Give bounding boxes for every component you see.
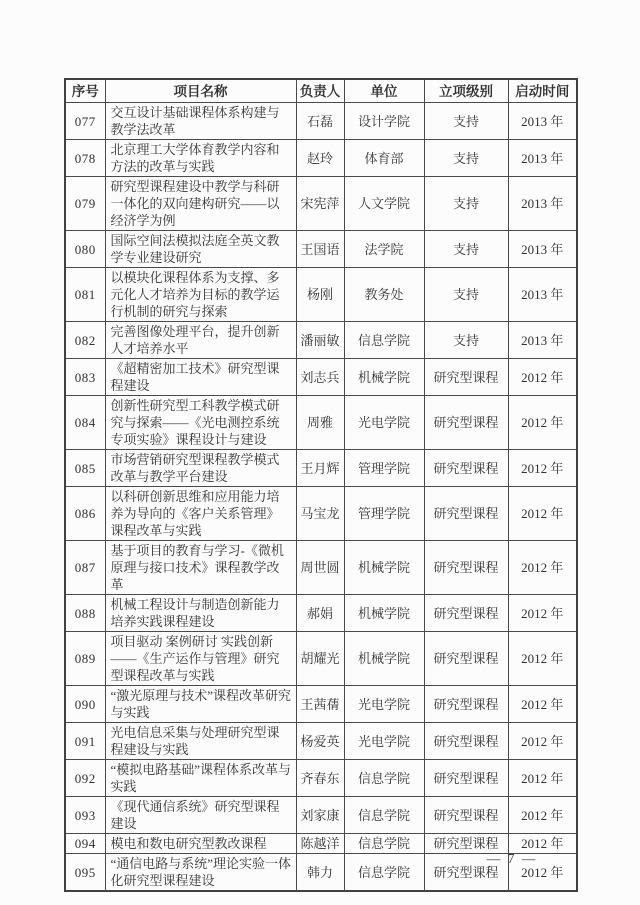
table-row [65, 177, 577, 231]
cell-level: 支持 [424, 268, 508, 322]
cell-level: 研究型课程 [424, 595, 508, 632]
cell-no: 087 [65, 541, 105, 595]
cell-no: 093 [65, 797, 105, 834]
table-row [65, 797, 577, 834]
cell-leader: 周雅 [296, 396, 344, 450]
cell-unit: 设计学院 [344, 103, 424, 140]
cell-level: 支持 [424, 231, 508, 268]
cell-start: 2012 年 [508, 834, 577, 854]
table-row [65, 396, 577, 450]
cell-leader: 刘志兵 [296, 359, 344, 396]
cell-leader: 王茜蒨 [296, 686, 344, 723]
cell-unit: 信息学院 [344, 760, 424, 797]
cell-level: 研究型课程 [424, 854, 508, 892]
cell-name: 北京理工大学体育教学内容和方法的改革与实践 [105, 140, 296, 177]
cell-no: 082 [65, 322, 105, 359]
cell-name: 机械工程设计与制造创新能力培养实践课程建设 [105, 595, 296, 632]
cell-start: 2012 年 [508, 632, 577, 686]
cell-level: 研究型课程 [424, 450, 508, 487]
table-row [65, 686, 577, 723]
cell-leader: 刘家康 [296, 797, 344, 834]
cell-leader: 马宝龙 [296, 487, 344, 541]
cell-start: 2012 年 [508, 760, 577, 797]
cell-start: 2012 年 [508, 797, 577, 834]
cell-leader: 宋宪萍 [296, 177, 344, 231]
table-body [65, 103, 577, 892]
header-project-level: 立项级别 [424, 79, 508, 103]
cell-no: 094 [65, 834, 105, 854]
cell-leader: 杨刚 [296, 268, 344, 322]
cell-no: 079 [65, 177, 105, 231]
cell-unit: 教务处 [344, 268, 424, 322]
cell-unit: 光电学院 [344, 396, 424, 450]
cell-name: 基于项目的教育与学习-《微机原理与接口技术》课程教学改革 [105, 541, 296, 595]
cell-unit: 管理学院 [344, 487, 424, 541]
cell-start: 2012 年 [508, 450, 577, 487]
header-unit: 单位 [344, 79, 424, 103]
table-header [65, 79, 577, 103]
table-row [65, 541, 577, 595]
cell-unit: 光电学院 [344, 686, 424, 723]
cell-leader: 赵玲 [296, 140, 344, 177]
cell-no: 095 [65, 854, 105, 892]
cell-level: 研究型课程 [424, 686, 508, 723]
cell-no: 092 [65, 760, 105, 797]
cell-level: 研究型课程 [424, 760, 508, 797]
cell-no: 080 [65, 231, 105, 268]
table-row [65, 322, 577, 359]
cell-start: 2012 年 [508, 359, 577, 396]
cell-no: 088 [65, 595, 105, 632]
cell-level: 研究型课程 [424, 359, 508, 396]
cell-unit: 机械学院 [344, 541, 424, 595]
cell-level: 支持 [424, 322, 508, 359]
cell-level: 支持 [424, 140, 508, 177]
cell-start: 2012 年 [508, 595, 577, 632]
table-row [65, 487, 577, 541]
cell-no: 090 [65, 686, 105, 723]
cell-unit: 信息学院 [344, 797, 424, 834]
cell-leader: 陈越洋 [296, 834, 344, 854]
cell-unit: 管理学院 [344, 450, 424, 487]
cell-name: 项目驱动 案例研讨 实践创新——《生产运作与管理》研究型课程改革与实践 [105, 632, 296, 686]
cell-level: 研究型课程 [424, 396, 508, 450]
header-start-time: 启动时间 [508, 79, 577, 103]
cell-no: 077 [65, 103, 105, 140]
cell-name: 创新性研究型工科教学模式研究与探索——《光电测控系统专项实验》课程设计与建设 [105, 396, 296, 450]
cell-start: 2013 年 [508, 103, 577, 140]
cell-unit: 法学院 [344, 231, 424, 268]
cell-unit: 信息学院 [344, 854, 424, 892]
table-row [65, 231, 577, 268]
cell-leader: 韩力 [296, 854, 344, 892]
table-row [65, 760, 577, 797]
cell-start: 2013 年 [508, 322, 577, 359]
cell-no: 084 [65, 396, 105, 450]
cell-leader: 郝娟 [296, 595, 344, 632]
table-row [65, 268, 577, 322]
cell-level: 研究型课程 [424, 541, 508, 595]
cell-no: 086 [65, 487, 105, 541]
cell-leader: 石磊 [296, 103, 344, 140]
cell-name: 交互设计基础课程体系构建与教学法改革 [105, 103, 296, 140]
cell-start: 2012 年 [508, 541, 577, 595]
cell-start: 2013 年 [508, 140, 577, 177]
cell-name: 模电和数电研究型教改课程 [105, 834, 296, 854]
header-leader: 负责人 [296, 79, 344, 103]
cell-no: 083 [65, 359, 105, 396]
cell-name: 市场营销研究型课程教学模式改革与教学平台建设 [105, 450, 296, 487]
table-row [65, 450, 577, 487]
cell-unit: 人文学院 [344, 177, 424, 231]
cell-no: 091 [65, 723, 105, 760]
header-project-name: 项目名称 [105, 79, 296, 103]
cell-level: 研究型课程 [424, 632, 508, 686]
cell-no: 078 [65, 140, 105, 177]
cell-unit: 信息学院 [344, 834, 424, 854]
cell-name: 《超精密加工技术》研究型课程建设 [105, 359, 296, 396]
cell-unit: 机械学院 [344, 359, 424, 396]
table-row [65, 140, 577, 177]
cell-name: 研究型课程建设中教学与科研一体化的双向建构研究——以经济学为例 [105, 177, 296, 231]
table-row [65, 359, 577, 396]
cell-start: 2013 年 [508, 177, 577, 231]
cell-level: 支持 [424, 103, 508, 140]
cell-name: 完善图像处理平台，提升创新人才培养水平 [105, 322, 296, 359]
cell-unit: 机械学院 [344, 595, 424, 632]
page-number: — 7 — [486, 851, 538, 866]
cell-unit: 机械学院 [344, 632, 424, 686]
cell-leader: 胡耀光 [296, 632, 344, 686]
cell-no: 081 [65, 268, 105, 322]
cell-level: 研究型课程 [424, 723, 508, 760]
table-row [65, 723, 577, 760]
cell-leader: 王国语 [296, 231, 344, 268]
cell-unit: 体育部 [344, 140, 424, 177]
cell-no: 085 [65, 450, 105, 487]
projects-table [64, 78, 578, 892]
cell-name: 国际空间法模拟法庭全英文教学专业建设研究 [105, 231, 296, 268]
header-serial-number: 序号 [65, 79, 105, 103]
cell-start: 2013 年 [508, 268, 577, 322]
cell-leader: 王月辉 [296, 450, 344, 487]
cell-start: 2013 年 [508, 231, 577, 268]
cell-level: 研究型课程 [424, 797, 508, 834]
cell-leader: 杨爱英 [296, 723, 344, 760]
cell-start: 2012 年 [508, 487, 577, 541]
cell-name: “激光原理与技术”课程改革研究与实践 [105, 686, 296, 723]
cell-name: 《现代通信系统》研究型课程建设 [105, 797, 296, 834]
cell-leader: 潘丽敏 [296, 322, 344, 359]
cell-name: “模拟电路基础”课程体系改革与实践 [105, 760, 296, 797]
cell-level: 研究型课程 [424, 834, 508, 854]
cell-level: 支持 [424, 177, 508, 231]
cell-start: 2012 年 [508, 686, 577, 723]
cell-level: 研究型课程 [424, 487, 508, 541]
table-header-row [65, 79, 577, 103]
cell-leader: 齐春东 [296, 760, 344, 797]
cell-start: 2012 年 [508, 723, 577, 760]
table-row [65, 103, 577, 140]
cell-leader: 周世圆 [296, 541, 344, 595]
table-row [65, 632, 577, 686]
cell-unit: 信息学院 [344, 322, 424, 359]
cell-start: 2012 年 [508, 854, 577, 892]
table-row [65, 595, 577, 632]
cell-name: 以科研创新思维和应用能力培养为导向的《客户关系管理》课程改革与实践 [105, 487, 296, 541]
cell-no: 089 [65, 632, 105, 686]
cell-start: 2012 年 [508, 396, 577, 450]
cell-name: 以模块化课程体系为支撑、多元化人才培养为目标的教学运行机制的研究与探索 [105, 268, 296, 322]
cell-unit: 光电学院 [344, 723, 424, 760]
cell-name: 光电信息采集与处理研究型课程建设与实践 [105, 723, 296, 760]
cell-name: “通信电路与系统”理论实验一体化研究型课程建设 [105, 854, 296, 892]
